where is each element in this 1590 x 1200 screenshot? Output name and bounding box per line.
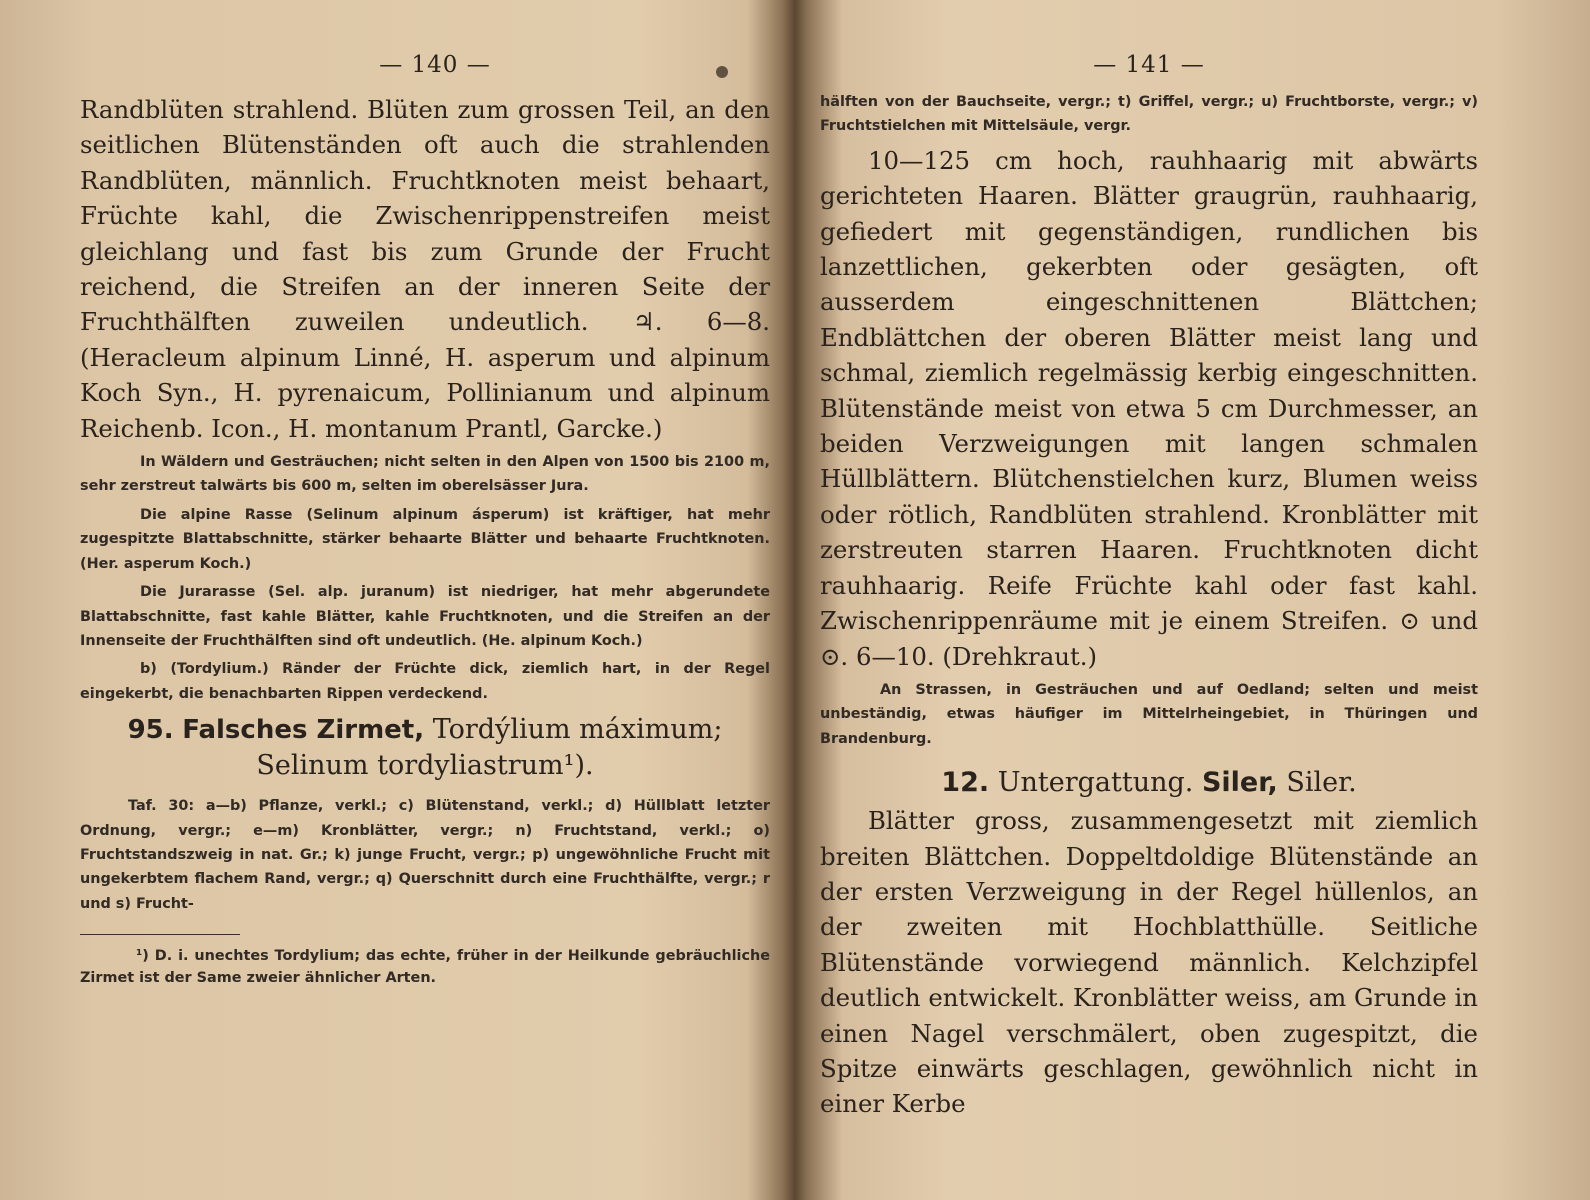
plate-caption-continued: hälften von der Bauchseite, vergr.; t) Griffel, vergr.; u) Fruchtborste, vergr.; v) Fruchtstielchen mit Mittelsäule, vergr. bbox=[820, 94, 1478, 135]
page-number: — 140 — bbox=[379, 52, 491, 78]
page-number: — 141 — bbox=[1093, 52, 1205, 78]
subgenus-heading bbox=[820, 765, 1478, 801]
jura-race-note: Die Jurarasse (Sel. alp. juranum) ist niedriger, hat mehr abgerundete Blattabschnitte, fast kahle Blätter, kahle Fruchtknoten, und die Streifen an der Innenseite der Fruchthälften sind oft undeutlich. (He. alpinum Koch.) bbox=[80, 584, 770, 649]
subgenus-name: Siler, bbox=[1201, 767, 1278, 799]
subgenus-number: 12. bbox=[941, 767, 990, 799]
habitat-note: In Wäldern und Gesträuchen; nicht selten in den Alpen von 1500 bis 2100 m, sehr zerstreut talwärts bis 600 m, selten im oberelsässer Jura. bbox=[80, 454, 770, 495]
right-page bbox=[806, 0, 1590, 1200]
description-paragraph: 10—125 cm hoch, rauhhaarig mit abwärts gerichteten Haaren. Blätter graugrün, rauhhaarig, gefiedert mit gegenständigen, rundlichen bis lanzettlichen, gekerbten oder gesägten, oft ausserdem eingeschnittenen Blättchen; Endblättchen der oberen Blätter meist lang und schmal, ziemlich regelmässig kerbig eingeschnitten. Blütenstände meist von etwa 5 cm Durchmesser, an beiden Verzweigungen mit langen schmalen Hüllblättern. Blütchenstielchen kurz, Blumen weiss oder rötlich, Randblüten strahlend. Kronblätter mit zerstreuten starren Haaren. Fruchtknoten dicht rauhhaarig. Reife Früchte kahl oder fast kahl. Zwischenrippenräume mit je einem Streifen. ⊙ und ⊙. 6—10. (Drehkraut.) bbox=[820, 145, 1478, 671]
species-heading bbox=[80, 712, 770, 784]
habitat-note: An Strassen, in Gesträuchen und auf Oedland; selten und meist unbeständig, etwas häufiger im Mittelrheingebiet, in Thüringen und Brandenburg. bbox=[820, 681, 1478, 747]
subgenus-word: Untergattung. bbox=[997, 767, 1194, 799]
tordylium-note: b) (Tordylium.) Ränder der Früchte dick, ziemlich hart, in der Regel eingekerbt, die benachbarten Rippen verdeckend. bbox=[80, 661, 770, 702]
description-paragraph: Randblüten strahlend. Blüten zum grossen Teil, an den seitlichen Blütenständen oft auch die strahlenden Randblüten, männlich. Fruchtknoten meist behaart, Früchte kahl, die Zwischenrippenstreifen meist gleichlang und fast bis zum Grunde der Frucht reichend, die Streifen an der inneren Seite der Fruchthälften zuweilen undeutlich. ♃. 6—8. (Heracleum alpinum Linné, H. asperum und alpinum Koch Syn., H. pyrenaicum, Pollinianum und alpinum Reichenb. Icon., H. montanum Prantl, Garcke.) bbox=[80, 95, 770, 443]
plate-caption-text: a—b) Pflanze, verkl.; c) Blütenstand, verkl.; d) Hüllblatt letzter Ordnung, vergr.; e—m) Kronblätter, vergr.; n) Fruchtstand, verkl.; o) Fruchtstandszweig in nat. Gr.; k) junge Frucht, vergr.; p) ungewöhnliche Frucht mit ungekerbtem flachem Rand, vergr.; q) Querschnitt durch eine Fruchthälfte, vergr.; r und s) Frucht- bbox=[80, 798, 771, 912]
left-page bbox=[0, 0, 788, 1200]
species-latin-name: Tordýlium máximum; bbox=[432, 714, 723, 746]
footnote-divider bbox=[80, 934, 240, 935]
plate-caption bbox=[80, 794, 770, 916]
species-common-name: Falsches Zirmet, bbox=[182, 715, 425, 746]
species-number: 95. bbox=[127, 715, 174, 746]
species-synonym: Selinum tordyliastrum¹). bbox=[256, 750, 594, 782]
footnote: ¹) D. i. unechtes Tordylium; das echte, früher in der Heilkunde gebräuchliche Zirmet ist der Same zweier ähnlicher Arten. bbox=[80, 948, 770, 987]
subgenus-description: Blätter gross, zusammengesetzt mit ziemlich breiten Blättchen. Doppeltdoldige Blütenstände an der ersten Verzweigung in der Regel hüllenlos, an der zweiten mit Hochblatthülle. Seitliche Blütenstände vorwiegend männlich. Kelchzipfel deutlich entwickelt. Kronblätter weiss, am Grunde in einen Nagel verschmälert, oben zugespitzt, die Spitze einwärts geschlagen, gewöhnlich nicht in einer Kerbe bbox=[820, 806, 1478, 1119]
alpine-race-note: Die alpine Rasse (Selinum alpinum ásperum) ist kräftiger, hat mehr zugespitzte Blattabschnitte, stärker behaarte Blätter und behaarte Fruchtknoten. (Her. asperum Koch.) bbox=[80, 506, 770, 572]
subgenus-name-common: Siler. bbox=[1286, 767, 1357, 799]
plate-label: Taf. 30: bbox=[128, 798, 195, 815]
